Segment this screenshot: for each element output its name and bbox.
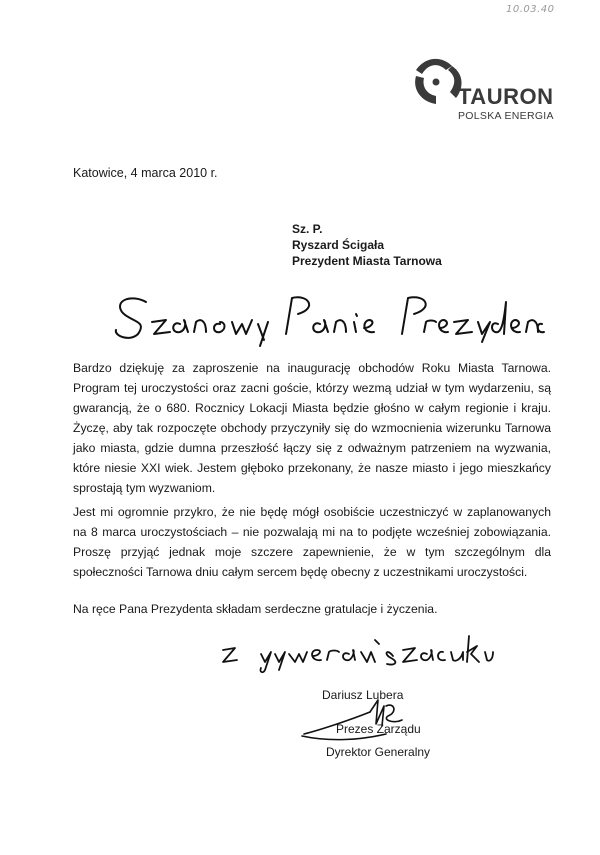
registration-stamp: 10.03.40 xyxy=(506,4,555,15)
body-paragraph-3: Na ręce Pana Prezydenta składam serdeczne gratulacje i życzenia. xyxy=(73,602,438,616)
recipient-title: Prezydent Miasta Tarnowa xyxy=(292,254,442,268)
recipient-block xyxy=(292,221,442,269)
date-line: Katowice, 4 marca 2010 r. xyxy=(73,166,218,180)
handwritten-closing xyxy=(215,630,495,676)
signer-title-2: Dyrektor Generalny xyxy=(326,745,431,759)
body-paragraph-2: Jest mi ogromnie przykro, że nie będę mógł osobiście uczestniczyć w zaplanowanych na 8 marca uroczystościach – nie pozwalają mi na to podjęte wcześniej zobowiązania. Proszę przyjąć jednak moje szczere zapewnienie, że w tym szczególnym dla społeczności Tarnowa dniu całym sercem będę obecny z uczestnikami uroczystości. xyxy=(73,505,551,579)
logo-subtitle: POLSKA ENERGIA xyxy=(458,110,554,122)
company-logo xyxy=(412,54,582,124)
body-paragraph-1: Bardzo dziękuję za zaproszenie na inaugurację obchodów Roku Miasta Tarnowa. Program tej uroczystości oraz zacni goście, którzy wezmą udział w tym wydarzeniu, są gwarancją, że o 680. Rocznicy Lokacji Miasta będzie głośno w całym regionie i kraju. Życzę, aby tak rozpoczęte obchody przyczyniły się do wzmocnienia wizerunku Tarnowa jako miasta, gdzie dumna przeszłość łączy się z odważnym patrzeniem na wyzwania, które niesie XXI wiek. Jestem głęboko przekonany, że nasze miasto i jego mieszkańcy sprostają tym wyzwaniom. xyxy=(73,361,551,495)
recipient-name: Ryszard Ścigała xyxy=(292,238,385,252)
recipient-honorific: Sz. P. xyxy=(292,222,323,236)
handwritten-salutation xyxy=(108,280,548,350)
signer-title-1: Prezes Zarządu xyxy=(336,722,421,736)
logo-wordmark: TAURON xyxy=(458,84,554,109)
signer-name: Dariusz Lubera xyxy=(322,688,404,702)
